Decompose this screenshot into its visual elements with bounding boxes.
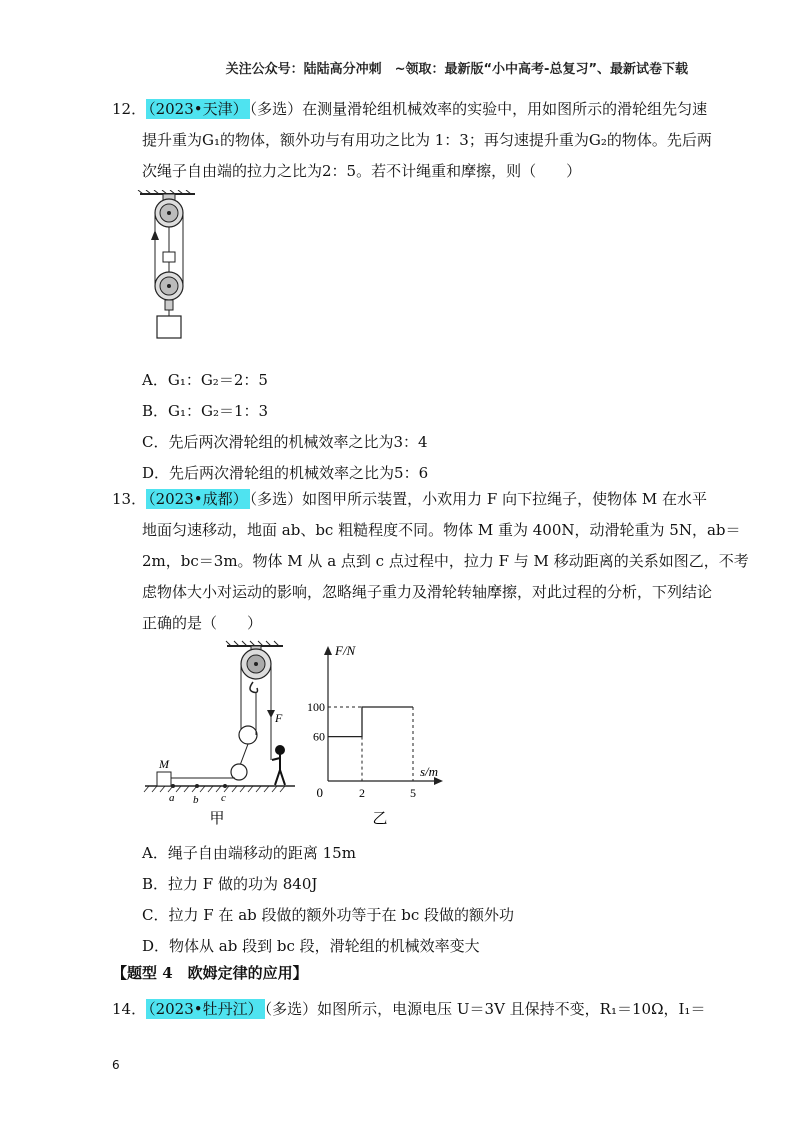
question-text: （多选）如图所示，电源电压 U＝3V 且保持不变，R₁＝10Ω，I₁＝	[264, 1000, 706, 1018]
y-tick-label: 100	[307, 700, 325, 714]
question-14	[112, 994, 706, 1025]
question-text: 虑物体大小对运动的影响，忽略绳子重力及滑轮转轴摩擦，对此过程的分析，下列结论	[142, 583, 713, 601]
source-tag: （2023•牡丹江）	[148, 1000, 263, 1018]
point-c-label: c	[221, 792, 226, 804]
question-text: 地面匀速移动，地面 ab、bc 粗糙程度不同。物体 M 重为 400N，动滑轮重为 5N，ab＝	[142, 521, 741, 539]
force-label: F	[275, 711, 283, 725]
point-a-label: a	[169, 792, 175, 804]
section-heading: 【题型 4 欧姆定律的应用】	[112, 964, 308, 982]
source-tag: （2023•成都）	[148, 490, 248, 508]
option-b: B．G₁：G₂＝1：3	[142, 402, 269, 420]
question-text: 2m，bc＝3m。物体 M 从 a 点到 c 点过程中，拉力 F 与 M 移动距离的关系如图乙，不考	[142, 552, 749, 570]
question-text: 提升重为G₁的物体，额外功与有用功之比为 1：3；再匀速提升重为G₂的物体。先后两	[142, 131, 712, 149]
question-number: 12．	[112, 100, 147, 118]
x-tick-label: 5	[410, 786, 416, 800]
question-13	[112, 484, 749, 639]
question-text: （多选）在测量滑轮组机械效率的实验中，用如图所示的滑轮组先匀速	[249, 100, 708, 118]
person-figure	[272, 746, 285, 785]
option-a: A．绳子自由端移动的距离 15m	[142, 844, 356, 862]
force-line	[328, 707, 413, 737]
page-number: 6	[112, 1058, 120, 1072]
question-number: 13．	[112, 490, 147, 508]
figure-yi-chart	[305, 640, 455, 830]
page-header: 关注公众号：陆陆高分冲刺 ~领取：最新版“小中高考-总复习”、最新试卷下载	[225, 62, 688, 77]
y-axis-label: F/N	[335, 643, 356, 658]
option-c: C．先后两次滑轮组的机械效率之比为3：4	[142, 433, 428, 451]
question-12	[112, 94, 712, 187]
question-number: 14．	[112, 1000, 147, 1018]
option-b: B．拉力 F 做的功为 840J	[142, 875, 318, 893]
question-text: 次绳子自由端的拉力之比为2：5。若不计绳重和摩擦，则（ ）	[142, 162, 582, 180]
figure-caption-jia: 甲	[209, 811, 225, 827]
point-b-label: b	[193, 794, 199, 806]
option-a: A．G₁：G₂＝2：5	[142, 371, 268, 389]
question-text: 正确的是（ ）	[142, 614, 263, 632]
pulley-system-figure	[135, 190, 205, 342]
figure-jia	[135, 640, 300, 830]
option-d: D．先后两次滑轮组的机械效率之比为5：6	[142, 464, 429, 482]
block-label: M	[159, 757, 169, 771]
source-tag: （2023•天津）	[148, 100, 248, 118]
x-tick-label: 2	[359, 786, 365, 800]
option-d: D．物体从 ab 段到 bc 段，滑轮组的机械效率变大	[142, 937, 480, 955]
figure-caption-yi: 乙	[372, 811, 388, 827]
origin-label: 0	[316, 785, 323, 800]
y-tick-label: 60	[313, 729, 325, 744]
x-axis-label: s/m	[420, 764, 439, 779]
question-text: （多选）如图甲所示装置，小欢用力 F 向下拉绳子，使物体 M 在水平	[249, 490, 707, 508]
option-c: C．拉力 F 在 ab 段做的额外功等于在 bc 段做的额外功	[142, 906, 515, 924]
